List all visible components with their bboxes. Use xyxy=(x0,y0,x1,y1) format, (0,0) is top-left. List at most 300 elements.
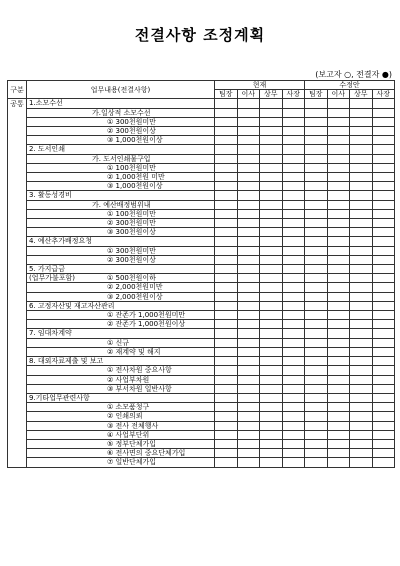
proposal-approval-cell[interactable] xyxy=(350,329,373,338)
current-approval-cell[interactable] xyxy=(237,338,260,347)
current-approval-cell[interactable] xyxy=(237,219,260,228)
proposal-approval-cell[interactable] xyxy=(350,283,373,292)
current-approval-cell[interactable] xyxy=(215,430,238,439)
proposal-approval-cell[interactable] xyxy=(327,384,350,393)
proposal-approval-cell[interactable] xyxy=(372,384,395,393)
current-approval-cell[interactable] xyxy=(282,283,305,292)
proposal-approval-cell[interactable] xyxy=(350,127,373,136)
current-approval-cell[interactable] xyxy=(282,375,305,384)
current-approval-cell[interactable] xyxy=(260,449,283,458)
current-approval-cell[interactable] xyxy=(260,209,283,218)
proposal-approval-cell[interactable] xyxy=(372,375,395,384)
proposal-approval-cell[interactable] xyxy=(327,311,350,320)
current-approval-cell[interactable] xyxy=(237,274,260,283)
proposal-approval-cell[interactable] xyxy=(350,439,373,448)
proposal-approval-cell[interactable] xyxy=(305,154,328,163)
current-approval-cell[interactable] xyxy=(260,338,283,347)
proposal-approval-cell[interactable] xyxy=(350,209,373,218)
current-approval-cell[interactable] xyxy=(237,237,260,246)
proposal-approval-cell[interactable] xyxy=(327,99,350,108)
current-approval-cell[interactable] xyxy=(237,127,260,136)
current-approval-cell[interactable] xyxy=(260,301,283,310)
current-approval-cell[interactable] xyxy=(282,274,305,283)
proposal-approval-cell[interactable] xyxy=(305,283,328,292)
current-approval-cell[interactable] xyxy=(282,99,305,108)
current-approval-cell[interactable] xyxy=(282,393,305,402)
proposal-approval-cell[interactable] xyxy=(350,255,373,264)
proposal-approval-cell[interactable] xyxy=(327,366,350,375)
proposal-approval-cell[interactable] xyxy=(350,136,373,145)
proposal-approval-cell[interactable] xyxy=(327,191,350,200)
proposal-approval-cell[interactable] xyxy=(372,246,395,255)
current-approval-cell[interactable] xyxy=(282,311,305,320)
proposal-approval-cell[interactable] xyxy=(327,357,350,366)
current-approval-cell[interactable] xyxy=(237,403,260,412)
current-approval-cell[interactable] xyxy=(282,384,305,393)
proposal-approval-cell[interactable] xyxy=(372,311,395,320)
proposal-approval-cell[interactable] xyxy=(305,191,328,200)
current-approval-cell[interactable] xyxy=(215,403,238,412)
current-approval-cell[interactable] xyxy=(260,292,283,301)
current-approval-cell[interactable] xyxy=(260,163,283,172)
proposal-approval-cell[interactable] xyxy=(305,182,328,191)
current-approval-cell[interactable] xyxy=(260,393,283,402)
proposal-approval-cell[interactable] xyxy=(372,412,395,421)
current-approval-cell[interactable] xyxy=(215,347,238,356)
proposal-approval-cell[interactable] xyxy=(305,145,328,154)
proposal-approval-cell[interactable] xyxy=(350,145,373,154)
proposal-approval-cell[interactable] xyxy=(305,320,328,329)
proposal-approval-cell[interactable] xyxy=(327,154,350,163)
proposal-approval-cell[interactable] xyxy=(305,136,328,145)
proposal-approval-cell[interactable] xyxy=(305,228,328,237)
current-approval-cell[interactable] xyxy=(237,393,260,402)
current-approval-cell[interactable] xyxy=(282,209,305,218)
proposal-approval-cell[interactable] xyxy=(327,228,350,237)
proposal-approval-cell[interactable] xyxy=(327,163,350,172)
proposal-approval-cell[interactable] xyxy=(327,274,350,283)
proposal-approval-cell[interactable] xyxy=(327,320,350,329)
current-approval-cell[interactable] xyxy=(237,384,260,393)
current-approval-cell[interactable] xyxy=(282,219,305,228)
current-approval-cell[interactable] xyxy=(237,173,260,182)
current-approval-cell[interactable] xyxy=(260,375,283,384)
proposal-approval-cell[interactable] xyxy=(372,347,395,356)
current-approval-cell[interactable] xyxy=(282,301,305,310)
current-approval-cell[interactable] xyxy=(215,384,238,393)
current-approval-cell[interactable] xyxy=(237,311,260,320)
current-approval-cell[interactable] xyxy=(237,439,260,448)
current-approval-cell[interactable] xyxy=(215,182,238,191)
current-approval-cell[interactable] xyxy=(215,311,238,320)
proposal-approval-cell[interactable] xyxy=(350,228,373,237)
proposal-approval-cell[interactable] xyxy=(327,209,350,218)
current-approval-cell[interactable] xyxy=(282,173,305,182)
current-approval-cell[interactable] xyxy=(215,357,238,366)
current-approval-cell[interactable] xyxy=(215,127,238,136)
current-approval-cell[interactable] xyxy=(282,403,305,412)
current-approval-cell[interactable] xyxy=(260,182,283,191)
current-approval-cell[interactable] xyxy=(215,458,238,467)
current-approval-cell[interactable] xyxy=(237,145,260,154)
proposal-approval-cell[interactable] xyxy=(327,108,350,117)
current-approval-cell[interactable] xyxy=(260,384,283,393)
current-approval-cell[interactable] xyxy=(260,127,283,136)
proposal-approval-cell[interactable] xyxy=(350,163,373,172)
proposal-approval-cell[interactable] xyxy=(372,439,395,448)
proposal-approval-cell[interactable] xyxy=(350,301,373,310)
current-approval-cell[interactable] xyxy=(282,246,305,255)
proposal-approval-cell[interactable] xyxy=(327,292,350,301)
proposal-approval-cell[interactable] xyxy=(305,449,328,458)
proposal-approval-cell[interactable] xyxy=(327,255,350,264)
current-approval-cell[interactable] xyxy=(260,403,283,412)
current-approval-cell[interactable] xyxy=(260,173,283,182)
current-approval-cell[interactable] xyxy=(237,265,260,274)
proposal-approval-cell[interactable] xyxy=(305,99,328,108)
current-approval-cell[interactable] xyxy=(282,191,305,200)
proposal-approval-cell[interactable] xyxy=(305,439,328,448)
current-approval-cell[interactable] xyxy=(282,117,305,126)
current-approval-cell[interactable] xyxy=(215,283,238,292)
proposal-approval-cell[interactable] xyxy=(372,209,395,218)
current-approval-cell[interactable] xyxy=(282,329,305,338)
proposal-approval-cell[interactable] xyxy=(327,182,350,191)
current-approval-cell[interactable] xyxy=(237,320,260,329)
current-approval-cell[interactable] xyxy=(215,209,238,218)
proposal-approval-cell[interactable] xyxy=(305,127,328,136)
proposal-approval-cell[interactable] xyxy=(372,458,395,467)
current-approval-cell[interactable] xyxy=(215,246,238,255)
current-approval-cell[interactable] xyxy=(282,200,305,209)
proposal-approval-cell[interactable] xyxy=(305,301,328,310)
proposal-approval-cell[interactable] xyxy=(305,237,328,246)
proposal-approval-cell[interactable] xyxy=(327,265,350,274)
current-approval-cell[interactable] xyxy=(237,117,260,126)
current-approval-cell[interactable] xyxy=(215,375,238,384)
current-approval-cell[interactable] xyxy=(215,108,238,117)
current-approval-cell[interactable] xyxy=(260,154,283,163)
current-approval-cell[interactable] xyxy=(260,283,283,292)
current-approval-cell[interactable] xyxy=(282,145,305,154)
proposal-approval-cell[interactable] xyxy=(372,117,395,126)
proposal-approval-cell[interactable] xyxy=(372,338,395,347)
current-approval-cell[interactable] xyxy=(215,163,238,172)
current-approval-cell[interactable] xyxy=(260,320,283,329)
proposal-approval-cell[interactable] xyxy=(350,412,373,421)
current-approval-cell[interactable] xyxy=(282,127,305,136)
proposal-approval-cell[interactable] xyxy=(372,357,395,366)
proposal-approval-cell[interactable] xyxy=(350,393,373,402)
current-approval-cell[interactable] xyxy=(215,292,238,301)
proposal-approval-cell[interactable] xyxy=(372,301,395,310)
proposal-approval-cell[interactable] xyxy=(327,117,350,126)
proposal-approval-cell[interactable] xyxy=(350,99,373,108)
current-approval-cell[interactable] xyxy=(260,347,283,356)
proposal-approval-cell[interactable] xyxy=(327,439,350,448)
proposal-approval-cell[interactable] xyxy=(305,219,328,228)
proposal-approval-cell[interactable] xyxy=(305,338,328,347)
proposal-approval-cell[interactable] xyxy=(350,237,373,246)
proposal-approval-cell[interactable] xyxy=(372,265,395,274)
proposal-approval-cell[interactable] xyxy=(350,191,373,200)
current-approval-cell[interactable] xyxy=(237,329,260,338)
current-approval-cell[interactable] xyxy=(237,136,260,145)
proposal-approval-cell[interactable] xyxy=(372,430,395,439)
current-approval-cell[interactable] xyxy=(215,265,238,274)
current-approval-cell[interactable] xyxy=(260,357,283,366)
current-approval-cell[interactable] xyxy=(282,255,305,264)
proposal-approval-cell[interactable] xyxy=(305,329,328,338)
current-approval-cell[interactable] xyxy=(215,145,238,154)
current-approval-cell[interactable] xyxy=(260,200,283,209)
proposal-approval-cell[interactable] xyxy=(327,375,350,384)
current-approval-cell[interactable] xyxy=(215,449,238,458)
proposal-approval-cell[interactable] xyxy=(372,292,395,301)
current-approval-cell[interactable] xyxy=(282,449,305,458)
proposal-approval-cell[interactable] xyxy=(327,283,350,292)
current-approval-cell[interactable] xyxy=(215,301,238,310)
current-approval-cell[interactable] xyxy=(260,191,283,200)
current-approval-cell[interactable] xyxy=(260,99,283,108)
proposal-approval-cell[interactable] xyxy=(327,200,350,209)
current-approval-cell[interactable] xyxy=(282,136,305,145)
proposal-approval-cell[interactable] xyxy=(305,412,328,421)
current-approval-cell[interactable] xyxy=(237,449,260,458)
proposal-approval-cell[interactable] xyxy=(372,329,395,338)
proposal-approval-cell[interactable] xyxy=(305,393,328,402)
current-approval-cell[interactable] xyxy=(260,366,283,375)
proposal-approval-cell[interactable] xyxy=(350,219,373,228)
proposal-approval-cell[interactable] xyxy=(305,200,328,209)
current-approval-cell[interactable] xyxy=(282,366,305,375)
proposal-approval-cell[interactable] xyxy=(327,136,350,145)
proposal-approval-cell[interactable] xyxy=(305,292,328,301)
proposal-approval-cell[interactable] xyxy=(372,366,395,375)
current-approval-cell[interactable] xyxy=(260,117,283,126)
current-approval-cell[interactable] xyxy=(237,154,260,163)
current-approval-cell[interactable] xyxy=(260,458,283,467)
proposal-approval-cell[interactable] xyxy=(372,163,395,172)
proposal-approval-cell[interactable] xyxy=(350,200,373,209)
proposal-approval-cell[interactable] xyxy=(350,274,373,283)
proposal-approval-cell[interactable] xyxy=(327,393,350,402)
current-approval-cell[interactable] xyxy=(282,237,305,246)
proposal-approval-cell[interactable] xyxy=(305,209,328,218)
proposal-approval-cell[interactable] xyxy=(305,117,328,126)
proposal-approval-cell[interactable] xyxy=(305,430,328,439)
proposal-approval-cell[interactable] xyxy=(372,191,395,200)
proposal-approval-cell[interactable] xyxy=(372,127,395,136)
proposal-approval-cell[interactable] xyxy=(327,347,350,356)
proposal-approval-cell[interactable] xyxy=(350,458,373,467)
proposal-approval-cell[interactable] xyxy=(305,403,328,412)
current-approval-cell[interactable] xyxy=(215,329,238,338)
proposal-approval-cell[interactable] xyxy=(372,449,395,458)
proposal-approval-cell[interactable] xyxy=(350,117,373,126)
proposal-approval-cell[interactable] xyxy=(350,292,373,301)
proposal-approval-cell[interactable] xyxy=(372,219,395,228)
current-approval-cell[interactable] xyxy=(282,412,305,421)
current-approval-cell[interactable] xyxy=(215,439,238,448)
proposal-approval-cell[interactable] xyxy=(350,366,373,375)
proposal-approval-cell[interactable] xyxy=(305,108,328,117)
current-approval-cell[interactable] xyxy=(260,246,283,255)
current-approval-cell[interactable] xyxy=(282,320,305,329)
proposal-approval-cell[interactable] xyxy=(372,200,395,209)
current-approval-cell[interactable] xyxy=(282,347,305,356)
proposal-approval-cell[interactable] xyxy=(327,127,350,136)
current-approval-cell[interactable] xyxy=(282,458,305,467)
proposal-approval-cell[interactable] xyxy=(372,136,395,145)
current-approval-cell[interactable] xyxy=(282,182,305,191)
current-approval-cell[interactable] xyxy=(237,292,260,301)
proposal-approval-cell[interactable] xyxy=(350,449,373,458)
proposal-approval-cell[interactable] xyxy=(372,228,395,237)
current-approval-cell[interactable] xyxy=(237,283,260,292)
current-approval-cell[interactable] xyxy=(260,228,283,237)
proposal-approval-cell[interactable] xyxy=(350,265,373,274)
proposal-approval-cell[interactable] xyxy=(305,311,328,320)
current-approval-cell[interactable] xyxy=(215,191,238,200)
current-approval-cell[interactable] xyxy=(215,117,238,126)
current-approval-cell[interactable] xyxy=(215,154,238,163)
current-approval-cell[interactable] xyxy=(282,338,305,347)
proposal-approval-cell[interactable] xyxy=(327,145,350,154)
current-approval-cell[interactable] xyxy=(237,163,260,172)
proposal-approval-cell[interactable] xyxy=(350,430,373,439)
current-approval-cell[interactable] xyxy=(215,99,238,108)
current-approval-cell[interactable] xyxy=(282,265,305,274)
proposal-approval-cell[interactable] xyxy=(350,173,373,182)
current-approval-cell[interactable] xyxy=(237,255,260,264)
current-approval-cell[interactable] xyxy=(215,237,238,246)
current-approval-cell[interactable] xyxy=(215,366,238,375)
current-approval-cell[interactable] xyxy=(215,173,238,182)
current-approval-cell[interactable] xyxy=(215,255,238,264)
current-approval-cell[interactable] xyxy=(237,458,260,467)
proposal-approval-cell[interactable] xyxy=(372,182,395,191)
proposal-approval-cell[interactable] xyxy=(327,449,350,458)
current-approval-cell[interactable] xyxy=(215,320,238,329)
current-approval-cell[interactable] xyxy=(260,421,283,430)
current-approval-cell[interactable] xyxy=(215,412,238,421)
current-approval-cell[interactable] xyxy=(237,366,260,375)
current-approval-cell[interactable] xyxy=(237,191,260,200)
current-approval-cell[interactable] xyxy=(215,200,238,209)
current-approval-cell[interactable] xyxy=(237,228,260,237)
proposal-approval-cell[interactable] xyxy=(372,145,395,154)
current-approval-cell[interactable] xyxy=(282,430,305,439)
current-approval-cell[interactable] xyxy=(215,274,238,283)
proposal-approval-cell[interactable] xyxy=(350,357,373,366)
proposal-approval-cell[interactable] xyxy=(372,237,395,246)
current-approval-cell[interactable] xyxy=(237,357,260,366)
proposal-approval-cell[interactable] xyxy=(305,274,328,283)
current-approval-cell[interactable] xyxy=(282,228,305,237)
current-approval-cell[interactable] xyxy=(237,209,260,218)
proposal-approval-cell[interactable] xyxy=(350,403,373,412)
proposal-approval-cell[interactable] xyxy=(350,338,373,347)
current-approval-cell[interactable] xyxy=(260,265,283,274)
proposal-approval-cell[interactable] xyxy=(350,154,373,163)
current-approval-cell[interactable] xyxy=(237,108,260,117)
current-approval-cell[interactable] xyxy=(215,338,238,347)
proposal-approval-cell[interactable] xyxy=(305,173,328,182)
current-approval-cell[interactable] xyxy=(237,421,260,430)
current-approval-cell[interactable] xyxy=(237,182,260,191)
proposal-approval-cell[interactable] xyxy=(305,255,328,264)
current-approval-cell[interactable] xyxy=(282,357,305,366)
current-approval-cell[interactable] xyxy=(260,237,283,246)
proposal-approval-cell[interactable] xyxy=(305,384,328,393)
current-approval-cell[interactable] xyxy=(282,108,305,117)
proposal-approval-cell[interactable] xyxy=(305,366,328,375)
current-approval-cell[interactable] xyxy=(282,292,305,301)
proposal-approval-cell[interactable] xyxy=(305,357,328,366)
current-approval-cell[interactable] xyxy=(237,246,260,255)
current-approval-cell[interactable] xyxy=(260,136,283,145)
current-approval-cell[interactable] xyxy=(215,228,238,237)
proposal-approval-cell[interactable] xyxy=(350,311,373,320)
current-approval-cell[interactable] xyxy=(215,421,238,430)
current-approval-cell[interactable] xyxy=(237,301,260,310)
proposal-approval-cell[interactable] xyxy=(372,403,395,412)
proposal-approval-cell[interactable] xyxy=(350,384,373,393)
proposal-approval-cell[interactable] xyxy=(372,154,395,163)
proposal-approval-cell[interactable] xyxy=(350,375,373,384)
proposal-approval-cell[interactable] xyxy=(305,265,328,274)
proposal-approval-cell[interactable] xyxy=(372,108,395,117)
current-approval-cell[interactable] xyxy=(260,255,283,264)
proposal-approval-cell[interactable] xyxy=(305,246,328,255)
proposal-approval-cell[interactable] xyxy=(305,458,328,467)
current-approval-cell[interactable] xyxy=(215,136,238,145)
proposal-approval-cell[interactable] xyxy=(350,347,373,356)
proposal-approval-cell[interactable] xyxy=(350,421,373,430)
proposal-approval-cell[interactable] xyxy=(327,458,350,467)
proposal-approval-cell[interactable] xyxy=(350,182,373,191)
proposal-approval-cell[interactable] xyxy=(350,320,373,329)
current-approval-cell[interactable] xyxy=(237,412,260,421)
proposal-approval-cell[interactable] xyxy=(327,246,350,255)
proposal-approval-cell[interactable] xyxy=(327,403,350,412)
proposal-approval-cell[interactable] xyxy=(327,219,350,228)
current-approval-cell[interactable] xyxy=(237,200,260,209)
proposal-approval-cell[interactable] xyxy=(327,329,350,338)
current-approval-cell[interactable] xyxy=(282,439,305,448)
current-approval-cell[interactable] xyxy=(260,274,283,283)
current-approval-cell[interactable] xyxy=(237,430,260,439)
proposal-approval-cell[interactable] xyxy=(327,430,350,439)
current-approval-cell[interactable] xyxy=(237,347,260,356)
proposal-approval-cell[interactable] xyxy=(372,320,395,329)
proposal-approval-cell[interactable] xyxy=(372,255,395,264)
proposal-approval-cell[interactable] xyxy=(350,108,373,117)
current-approval-cell[interactable] xyxy=(260,439,283,448)
proposal-approval-cell[interactable] xyxy=(372,274,395,283)
current-approval-cell[interactable] xyxy=(260,412,283,421)
proposal-approval-cell[interactable] xyxy=(305,347,328,356)
proposal-approval-cell[interactable] xyxy=(305,421,328,430)
current-approval-cell[interactable] xyxy=(215,393,238,402)
proposal-approval-cell[interactable] xyxy=(372,421,395,430)
proposal-approval-cell[interactable] xyxy=(327,421,350,430)
proposal-approval-cell[interactable] xyxy=(372,173,395,182)
current-approval-cell[interactable] xyxy=(282,421,305,430)
current-approval-cell[interactable] xyxy=(237,375,260,384)
proposal-approval-cell[interactable] xyxy=(327,301,350,310)
